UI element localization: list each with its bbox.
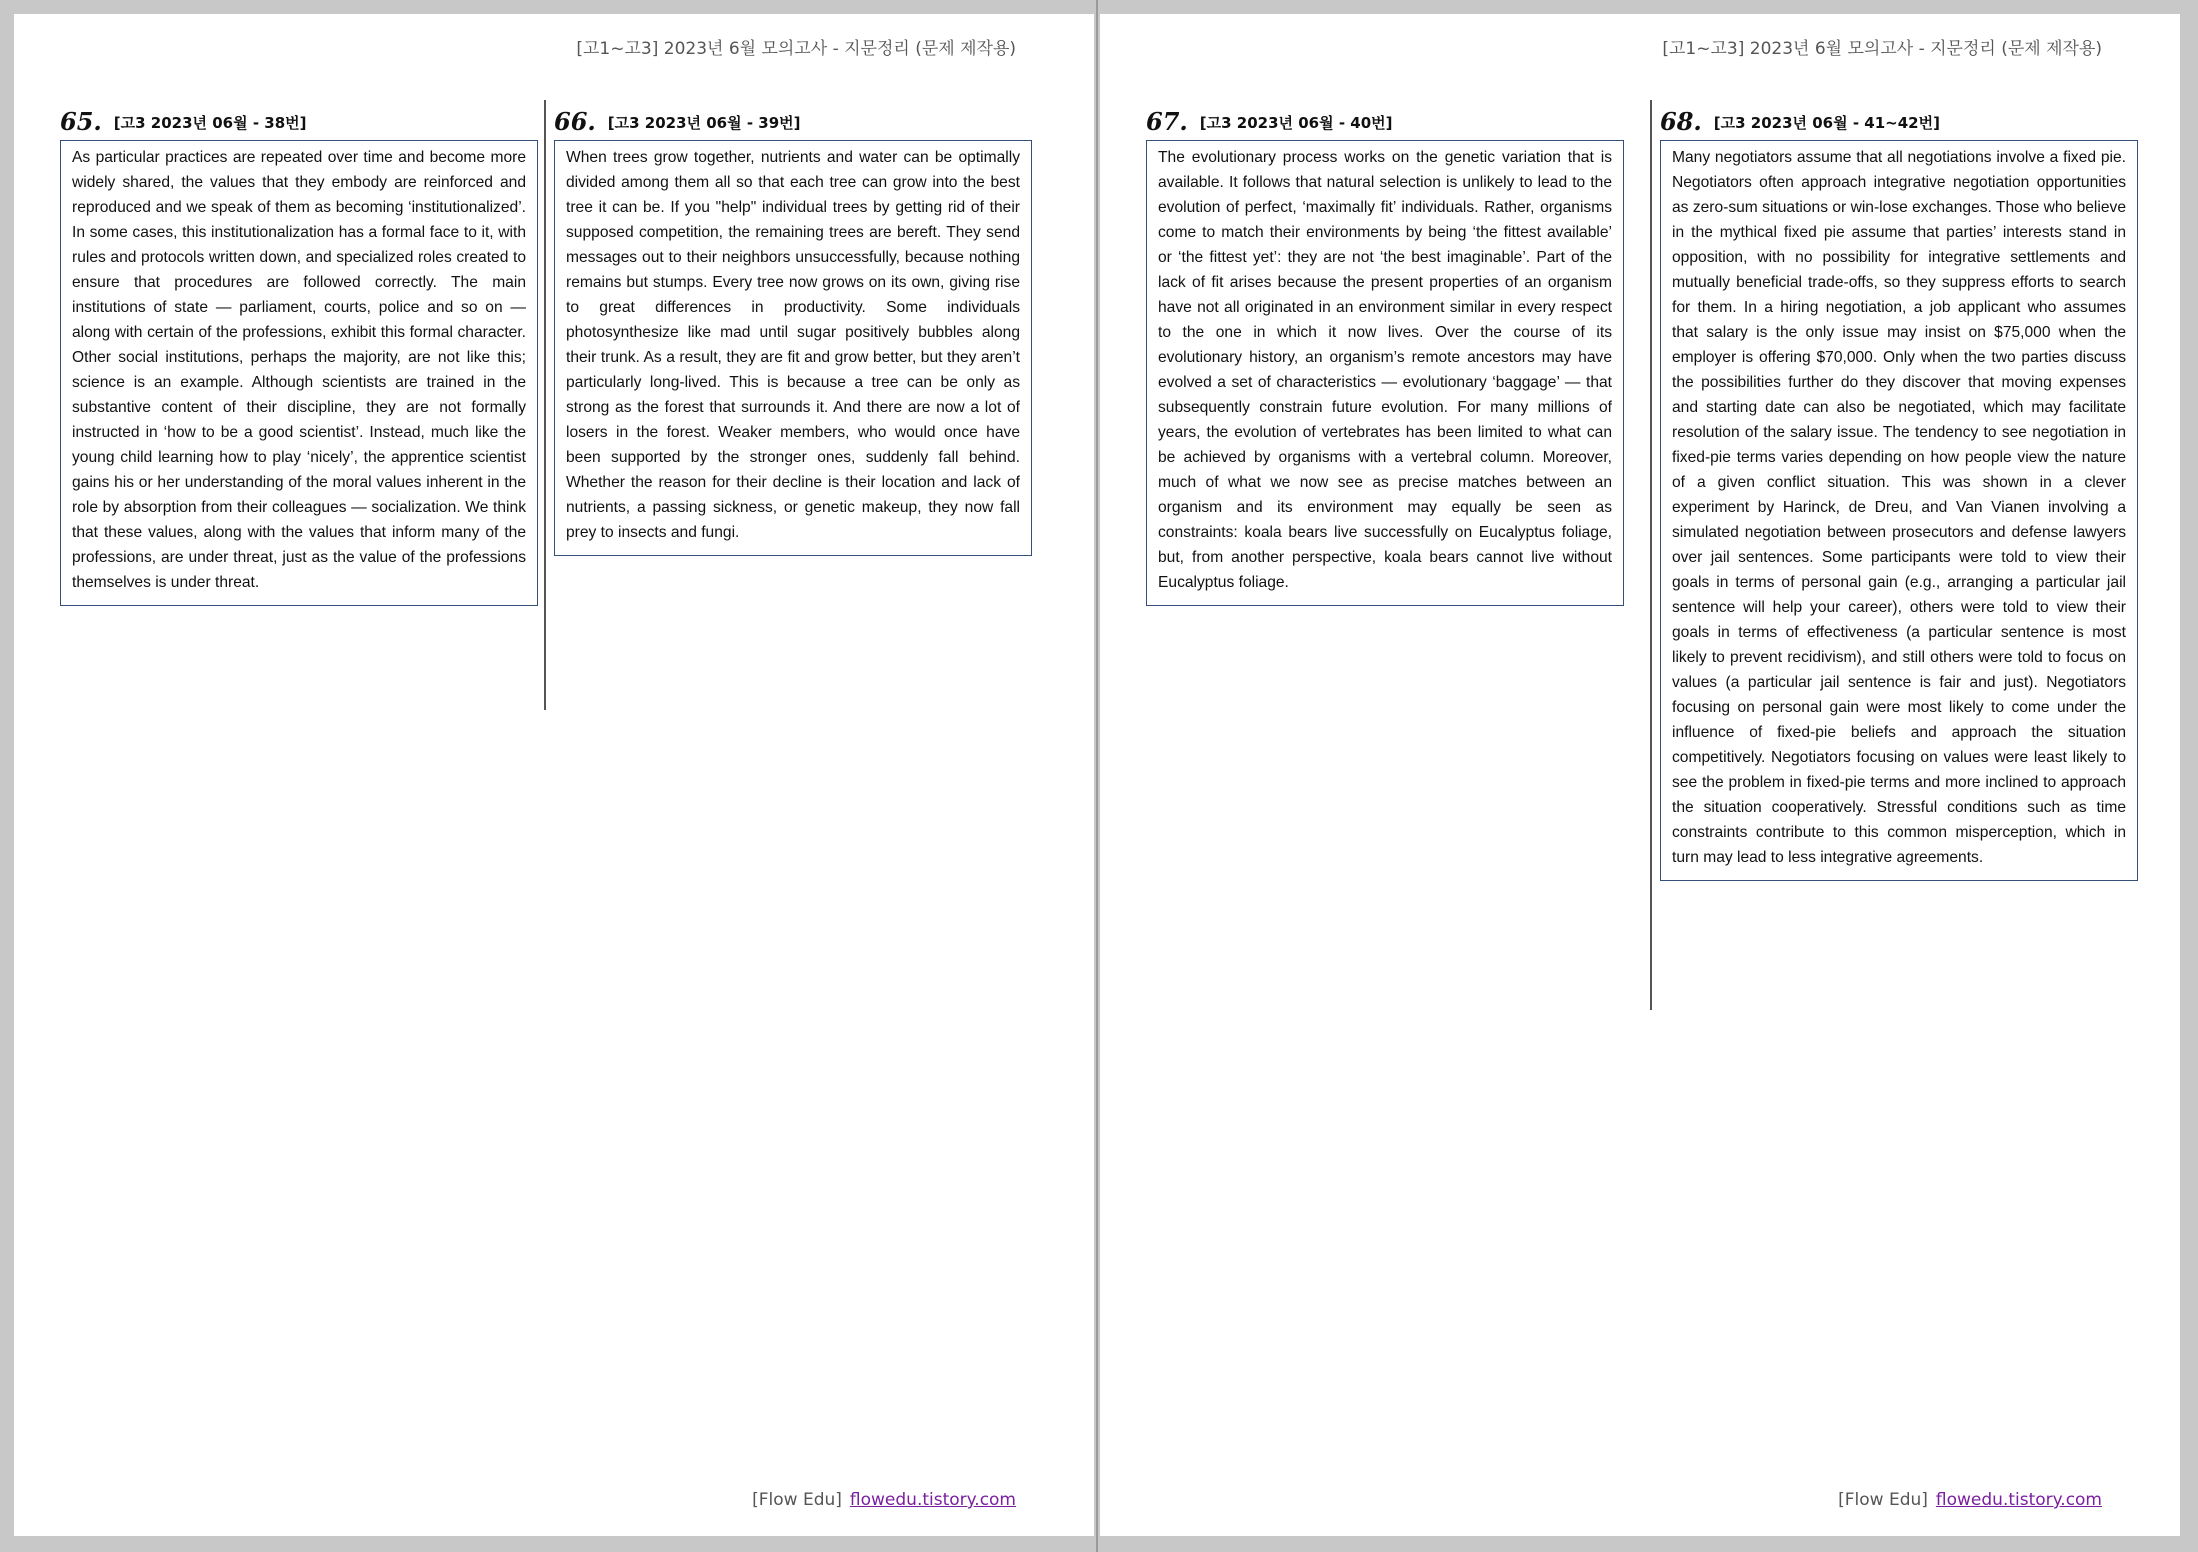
passage-box: As particular practices are repeated over time and become more widely shared, the values that they embody are reinforced and reproduced and we speak of them as becoming ‘institutionalized’. In some cases, this institutionalization has a formal face to it, with rules and protocols written down, and specialized roles created to ensure that procedures are followed correctly. The main institutions of state — parliament, courts, police and so on — along with certain of the professions, exhibit this formal character. Other social institutions, perhaps the majority, are not like this; science is an example. Although scientists are trained in the substantive content of their discipline, they are not formally instructed in ‘how to be a good scientist’. Instead, much like the young child learning how to play ‘nicely’, the apprentice scientist gains his or her understanding of the moral values inherent in the role by absorption from their colleagues — socialization. We think that these values, along with the values that inform many of the professions, are under threat, just as the value of the professions themselves is under threat. [60, 140, 538, 606]
question-number: 68. [1660, 107, 1702, 136]
question-heading [554, 96, 1032, 138]
footer-brand: [Flow Edu] [752, 1490, 842, 1510]
page-divider [1096, 0, 1098, 1552]
page-header: [고1~고3] 2023년 6월 모의고사 - 지문정리 (문제 제작용) [576, 39, 1016, 59]
footer-brand: [Flow Edu] [1838, 1490, 1928, 1510]
question-number: 67. [1146, 107, 1188, 136]
question-68 [1660, 96, 2138, 881]
column-divider [1650, 100, 1652, 1010]
page-left [14, 14, 1094, 1536]
footer-link[interactable]: flowedu.tistory.com [1935, 1490, 2102, 1510]
passage-box: The evolutionary process works on the genetic variation that is available. It follows that natural selection is unlikely to lead to the evolution of perfect, ‘maximally fit’ individuals. Rather, organisms come to match their environments by being ‘the fittest available’ or ‘the fittest yet’: they are not ‘the best imaginable’. Part of the lack of fit arises because the present properties of an organism have not all originated in an environment similar in every respect to the one in which it now lives. Over the course of its evolutionary history, an organism’s remote ancestors may have evolved a set of characteristics — evolutionary ‘baggage’ — that subsequently constrain future evolution. For many millions of years, the evolution of vertebrates has been limited to what can be achieved by organisms with a vertebral column. Moreover, much of what we now see as precise matches between an organism and its environment may equally be seen as constraints: koala bears live successfully on Eucalyptus foliage, but, from another perspective, koala bears cannot live without Eucalyptus foliage. [1146, 140, 1624, 606]
footer-link[interactable]: flowedu.tistory.com [849, 1490, 1016, 1510]
question-number: 66. [554, 107, 596, 136]
question-67 [1146, 96, 1624, 606]
question-source: [고3 2023년 06월 - 41~42번] [1713, 114, 1940, 132]
page-right [1100, 14, 2180, 1536]
question-65 [60, 96, 538, 606]
passage-box: Many negotiators assume that all negotiations involve a fixed pie. Negotiators often approach integrative negotiation opportunities as zero-sum situations or win-lose exchanges. Those who believe in the mythical fixed pie assume that parties’ interests stand in opposition, with no possibility for integrative settlements and mutually beneficial trade-offs, so they suppress efforts to search for them. In a hiring negotiation, a job applicant who assumes that salary is the only issue may insist on $75,000 when the employer is offering $70,000. Only when the two parties discuss the possibilities further do they discover that moving expenses and starting date can also be negotiated, which may facilitate resolution of the salary issue. The tendency to see negotiation in fixed-pie terms varies depending on how people view the nature of a given conflict situation. This was shown in a clever experiment by Harinck, de Dreu, and Van Vianen involving a simulated negotiation between prosecutors and defense lawyers over jail sentences. Some participants were told to view their goals in terms of personal gain (e.g., arranging a particular jail sentence will help your career), others were told to view their goals in terms of effectiveness (a particular sentence is most likely to prevent recidivism), and still others were told to focus on values (a particular jail sentence is fair and just). Negotiators focusing on personal gain were most likely to come under the influence of fixed-pie beliefs and approach the situation competitively. Negotiators focusing on values were least likely to see the problem in fixed-pie terms and more inclined to approach the situation cooperatively. Stressful conditions such as time constraints contribute to this common misperception, which in turn may lead to less integrative agreements. [1660, 140, 2138, 881]
question-source: [고3 2023년 06월 - 40번] [1199, 114, 1393, 132]
question-source: [고3 2023년 06월 - 39번] [607, 114, 801, 132]
column-divider [544, 100, 546, 710]
page-footer [752, 1490, 1016, 1510]
question-heading [60, 96, 538, 138]
page-footer [1838, 1490, 2102, 1510]
page-header: [고1~고3] 2023년 6월 모의고사 - 지문정리 (문제 제작용) [1662, 39, 2102, 59]
question-source: [고3 2023년 06월 - 38번] [113, 114, 307, 132]
passage-box: When trees grow together, nutrients and water can be optimally divided among them all so that each tree can grow into the best tree it can be. If you "help" individual trees by getting rid of their supposed competition, the remaining trees are bereft. They send messages out to their neighbors unsuccessfully, because nothing remains but stumps. Every tree now grows on its own, giving rise to great differences in productivity. Some individuals photosynthesize like mad until sugar positively bubbles along their trunk. As a result, they are fit and grow better, but they aren’t particularly long-lived. This is because a tree can be only as strong as the forest that surrounds it. And there are now a lot of losers in the forest. Weaker members, who would once have been supported by the stronger ones, suddenly fall behind. Whether the reason for their decline is their location and lack of nutrients, a passing sickness, or genetic makeup, they now fall prey to insects and fungi. [554, 140, 1032, 556]
question-66 [554, 96, 1032, 556]
question-heading [1660, 96, 2138, 138]
question-number: 65. [60, 107, 102, 136]
question-heading [1146, 96, 1624, 138]
